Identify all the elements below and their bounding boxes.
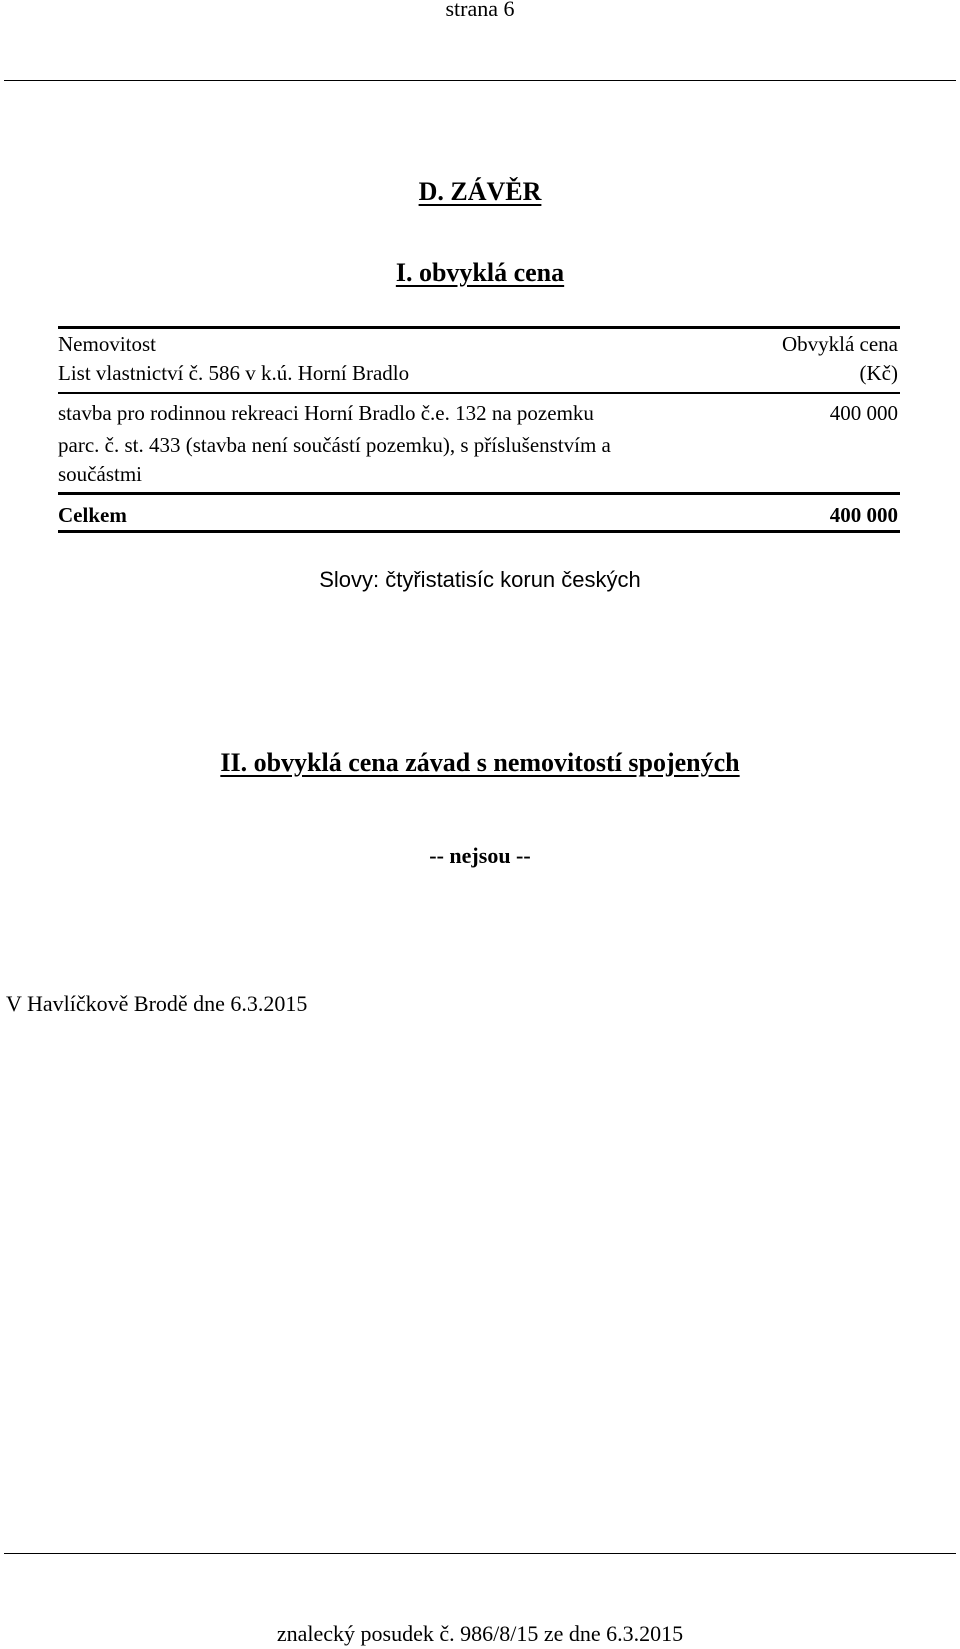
section-ii-title-text: II. obvyklá cena závad s nemovitostí spojených [220,748,740,777]
table-total-label: Celkem [58,503,127,527]
table-row-description-line-2: parc. č. st. 433 (stavba není součástí pozemku), s příslušenstvím a [58,433,611,457]
table-bottom-rule [58,530,900,533]
table-total-top-rule [58,492,900,495]
section-i-title [0,257,960,289]
table-header-property: Nemovitost [58,332,156,356]
footer-divider [4,1553,956,1554]
table-row-value: 400 000 [829,401,898,425]
table-total-value: 400 000 [829,503,898,527]
footer-reference: znalecký posudek č. 986/8/15 ze dne 6.3.2015 [276,1621,684,1646]
place-and-date: V Havlíčkově Brodě dne 6.3.2015 [6,991,308,1016]
table-header-rule [58,392,900,394]
amount-in-words: Slovy: čtyřistatisíc korun českých [319,567,641,592]
table-row-description-line-1: stavba pro rodinnou rekreaci Horní Bradlo č.e. 132 na pozemku [58,401,594,425]
table-header-price: Obvyklá cena [781,332,898,356]
page-number: strana 6 [445,0,515,21]
table-top-rule [58,326,900,329]
section-i-title-text: I. obvyklá cena [395,258,565,287]
header-divider [4,80,956,81]
table-header-currency: (Kč) [859,361,898,385]
section-d-title [0,176,960,208]
table-row-description-line-3: součástmi [58,462,142,486]
section-d-title-text: D. ZÁVĚR [418,177,542,206]
section-ii-content: -- nejsou -- [429,843,531,868]
section-ii-title [0,747,960,779]
table-header-ownership: List vlastnictví č. 586 v k.ú. Horní Bradlo [58,361,410,385]
